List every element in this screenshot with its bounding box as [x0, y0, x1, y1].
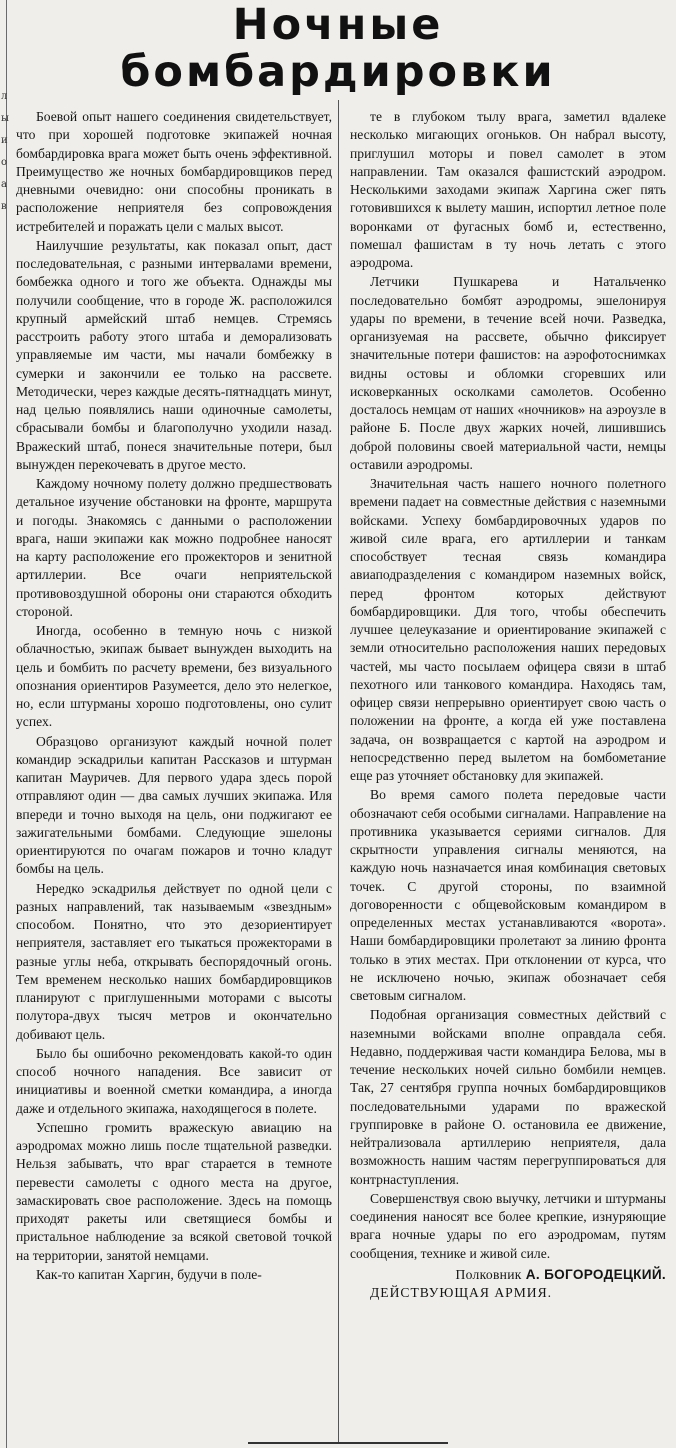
paragraph: Во время самого полета передовые части обозначают себя особыми сигналами. Направление на противника указывается сериями сигналов. Для скрытности управления сигналы меняются, на каждую ночь назначается иная комбинация световых точек. С другой стороны, по взаимной договоренности с общевойсковым командиром в определенных местах устанавливаются «ворота». Наши бомбардировщики пролетают за линию фронта только в этих местах. При отклонении от курса, что не исключено ночью, экипаж обозначает себя световым сигналом. — [350, 787, 666, 1003]
edge-letter: в — [1, 201, 7, 212]
author-signature — [350, 1266, 666, 1284]
paragraph: Было бы ошибочно рекомендовать какой-то один способ ночного нападения. Все зависит от инициативы и военной сметки командира, а иногда даже и отдельного экипажа, находящегося в полете. — [16, 1045, 332, 1116]
paragraph: Подобная организация совместных действий с наземными войсками вполне оправдала себя. Недавно, поддерживая части командира Белова, мы в течение нескольких ночей сильно бомбили немцев. Так, 27 сентября группа ночных бомбардировщиков последовательными ударами по вражеской группировке в районе О. остановила ее движение, нейтрализовала артиллерию неприятеля, дала возможность нашим частям перегруппироваться для контрнаступления. — [350, 1007, 666, 1187]
paragraph: Наилучшие результаты, как показал опыт, даст последовательная, с разными интервалами времени, бомбежка одного и того же объекта. Однажды мы получили сообщение, что в городе Ж. расположился крупный армейский штаб немцев. Стремясь расстроить работу этого штаба и деморализовать управляемые им части, мы начали бомбежку в сумерки и закончили ее только на рассвете. Методически, через каждые десять-пятнадцать минут, над целью появлялись наши одиночные самолеты, сбрасывали бомбы и благополучно уходили назад. Вражеский штаб, понеся значительные потери, был вынужден перекочевать в другое место. — [16, 237, 332, 472]
paragraph: Образцово организуют каждый ночной полет командир эскадрильи капитан Рассказов и штурман капитан Мауричев. Для первого удара здесь порой отправляют один — два самых лучших экипажа. Иля впереди и точно выходя на цель, они поджигают ее зажигательными бомбами. Следующие эшелоны ориентируются по очагам пожаров и точно кладут бомбы на цель. — [16, 733, 332, 877]
paragraph: Каждому ночному полету должно предшествовать детальное изучение обстановки на фронте, маршрута и погоды. Знакомясь с данными о расположении врага, наши экипажи как можно подробнее наносят на карту расположение его прожекторов и зенитной артиллерии. Все очаги неприятельской противовоздушной обороны они стараются обходить стороной. — [16, 476, 332, 619]
paragraph: Нередко эскадрилья действует по одной цели с разных направлений, так называемым «звездным» способом. Понятно, что это дезориентирует неприятеля, заставляет его тыкаться прожекторами в разные углы неба, открывать беспорядочный огонь. Тем временем несколько наших бомбардировщиков планируют с приглушенными моторами с высоты полутора-двух тысяч метров и окончательно добивают цель. — [16, 880, 332, 1042]
edge-letter: и — [1, 135, 8, 146]
dateline-place: ДЕЙСТВУЮЩАЯ АРМИЯ. — [370, 1285, 553, 1300]
paragraph: Летчики Пушкарева и Натальченко последовательно бомбят аэродромы, эшелонируя удары по времени, в течение всей ночи. Разведка, организуемая на рассвете, обычно фиксирует значительные потери фашистов: на аэрофотоснимках видны остовы и обломки сгоревших или исковерканных осколками самолетов. Особенно досталось немцам от наших «ночников» на аэроузле в районе Б. После двух жарких ночей, лишившись доброй половины своей материальной части, немцы оставили аэродромы. — [350, 274, 666, 472]
headline-line-2: бомбардировки — [120, 47, 556, 97]
bottom-rule — [248, 1442, 448, 1444]
column-divider — [338, 100, 339, 1444]
paragraph: Как-то капитан Харгин, будучи в поле- — [36, 1266, 262, 1282]
headline-line-1: Ночные — [232, 0, 444, 50]
edge-letter: о — [1, 157, 8, 168]
edge-letter: ы — [1, 113, 9, 124]
article-column-left — [16, 108, 332, 1444]
paragraph: те в глубоком тылу врага, заметил вдалеке несколько мигающих огоньков. Он набрал высоту, приглушил моторы и повел самолет в этом направлении. Там оказался фашистский аэродром. Несколькими заходами экипаж Харгина сжег пять готовившихся к вылету машин, испортил летное поле воронками от фугасных бомб и, естественно, помешал фашистам в ту ночь летать с этого аэродрома. — [350, 109, 666, 270]
author-name: А. БОГОРОДЕЦКИЙ. — [525, 1266, 666, 1282]
article-column-right — [350, 108, 666, 1444]
edge-letter: л — [1, 91, 8, 102]
paragraph: Совершенствуя свою выучку, летчики и штурманы соединения наносят все более крепкие, изнуряющие врага ночные удары по его аэродромам, путям сообщения, технике и живой силе. — [350, 1190, 666, 1261]
author-rank: Полковник — [455, 1266, 522, 1282]
article-headline — [0, 2, 676, 96]
neighbor-column-fragment — [1, 86, 9, 218]
paragraph: Значительная часть нашего ночного полетного времени падает на совместные действия с наземными войсками. Успеху бомбардировочных ударов по живой силе врага, его артиллерии и танкам способствует тесная связь командира авиаподразделения с командиром наземных войск, перед фронтом которых действуют бомбардировщики. Для того, чтобы обеспечить лучшее целеуказание и ориентирование экипажей с земли относительно расположения наших передовых частей, мы часто посылаем офицера связи в штаб пехотного или танкового командира. Находясь там, офицер связи непрерывно ориентирует свою часть о положении на фронте, а когда ей уже поставлена задача, он возвращается с картой на аэродром и непосредственно перед вылетом на бомбометание еще раз уточняет обстановку для экипажей. — [350, 476, 666, 783]
paragraph: Иногда, особенно в темную ночь с низкой облачностью, экипаж бывает вынужден выходить на цель и бомбить по расчету времени, без визуального опознания ориентиров Разумеется, дело это нелегкое, но, если штурманы хорошо подготовлены, оно сулит успех. — [16, 623, 332, 730]
paragraph: Боевой опыт нашего соединения свидетельствует, что при хорошей подготовке экипажей ночная бомбардировка врага может быть очень эффективной. Преимущество же ночных бомбардировщиков перед дневными очевидно: они способны проникать в расположение неприятеля без сопровождения истребителей и поражать цели с малых высот. — [16, 109, 332, 234]
paragraph: Успешно громить вражескую авиацию на аэродромах можно лишь после тщательной разведки. Нельзя забывать, что враг старается в темноте перевести самолеты с одного места на другое, замаскировать свое расположение. Здесь на помощь приходят ракеты или светящиеся бомбы и пристальное наблюдение за всякой световой точкой на территории, занятой немцами. — [16, 1119, 332, 1263]
edge-letter: а — [1, 179, 7, 190]
